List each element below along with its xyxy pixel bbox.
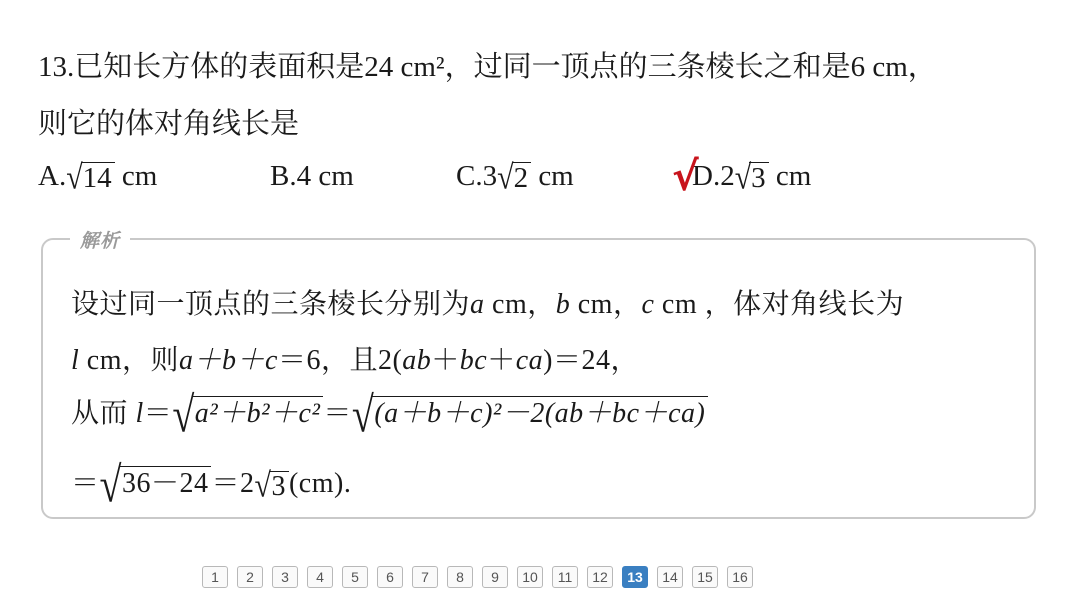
option-c[interactable] (456, 160, 574, 195)
sqrt-icon: √(a＋b＋c)²－2(ab＋bc＋ca) (352, 391, 708, 438)
option-a-unit: cm (114, 160, 158, 192)
text: 设过同一顶点的三条棱长分别为 (71, 289, 471, 320)
page-button-8[interactable]: 8 (447, 566, 473, 588)
analysis-label: 解析 (70, 226, 130, 253)
option-d-radicand: 3 (749, 162, 769, 193)
sqrt-icon: √14 (66, 161, 114, 195)
expr: ca (515, 345, 544, 376)
text: ＝6，且2( (277, 345, 403, 376)
page-button-6[interactable]: 6 (377, 566, 403, 588)
page-button-13[interactable]: 13 (622, 566, 648, 588)
page-button-14[interactable]: 14 (657, 566, 683, 588)
text: cm ，体对角线长为 (654, 289, 905, 320)
option-a-prefix: A. (38, 160, 67, 192)
analysis-line-3 (71, 386, 708, 443)
text: ＝ (143, 398, 173, 429)
var-c: c (641, 289, 655, 320)
page-button-7[interactable]: 7 (412, 566, 438, 588)
page-button-9[interactable]: 9 (482, 566, 508, 588)
var-a: a (470, 289, 485, 320)
var-b: b (555, 289, 571, 320)
sqrt-icon: √a²＋b²＋c² (172, 391, 323, 438)
page-button-12[interactable]: 12 (587, 566, 613, 588)
expr: bc (459, 345, 488, 376)
page-button-3[interactable]: 3 (272, 566, 298, 588)
correct-check-icon: √ (672, 154, 699, 200)
option-c-unit: cm (531, 160, 574, 192)
option-a[interactable] (38, 160, 157, 195)
text: ＋ (487, 345, 516, 376)
page-button-2[interactable]: 2 (237, 566, 263, 588)
page-button-11[interactable]: 11 (552, 566, 578, 588)
text: ＝ (323, 398, 352, 429)
text: (cm). (288, 468, 352, 499)
page-button-5[interactable]: 5 (342, 566, 368, 588)
text: cm，则 (79, 345, 179, 376)
text: ＝ (71, 468, 100, 499)
option-a-radicand: 14 (81, 162, 115, 193)
page-button-4[interactable]: 4 (307, 566, 333, 588)
page-button-10[interactable]: 10 (517, 566, 543, 588)
expr: ab (402, 345, 432, 376)
sqrt-icon: √2 (497, 161, 531, 195)
text: )＝24， (543, 345, 639, 376)
sqrt-icon: √3 (255, 469, 289, 503)
sqrt-icon: √36－24 (100, 461, 212, 508)
analysis-line-2 (71, 338, 639, 378)
option-c-prefix: C.3 (456, 160, 498, 192)
sqrt-icon: √3 (735, 161, 769, 195)
option-c-radicand: 2 (512, 162, 532, 193)
text: cm， (484, 289, 556, 320)
question-line-1: 13.已知长方体的表面积是24 cm²，过同一顶点的三条棱长之和是6 cm， (38, 51, 937, 83)
analysis-line-1 (71, 282, 904, 322)
text: ＝2 (211, 468, 255, 499)
radicand: (a＋b＋c)²－2(ab＋bc＋ca) (372, 396, 708, 428)
option-d-prefix: D.2 (692, 160, 735, 192)
page-button-1[interactable]: 1 (202, 566, 228, 588)
text: 从而 (71, 398, 136, 429)
radicand: a²＋b²＋c² (193, 396, 324, 428)
pagination (202, 566, 753, 588)
text: cm， (570, 289, 642, 320)
page-button-15[interactable]: 15 (692, 566, 718, 588)
option-d[interactable] (692, 160, 811, 195)
radicand: 36－24 (120, 466, 212, 498)
page-button-16[interactable]: 16 (727, 566, 753, 588)
analysis-line-4 (71, 456, 352, 513)
text: ＋ (431, 345, 460, 376)
option-d-unit: cm (768, 160, 812, 192)
var-l: l (135, 398, 144, 429)
question-line-2: 则它的体对角线长是 (38, 108, 300, 140)
var-l: l (71, 345, 80, 376)
option-b[interactable]: B.4 cm (270, 160, 354, 192)
radicand: 3 (269, 471, 289, 501)
expr: a＋b＋c (179, 345, 278, 376)
